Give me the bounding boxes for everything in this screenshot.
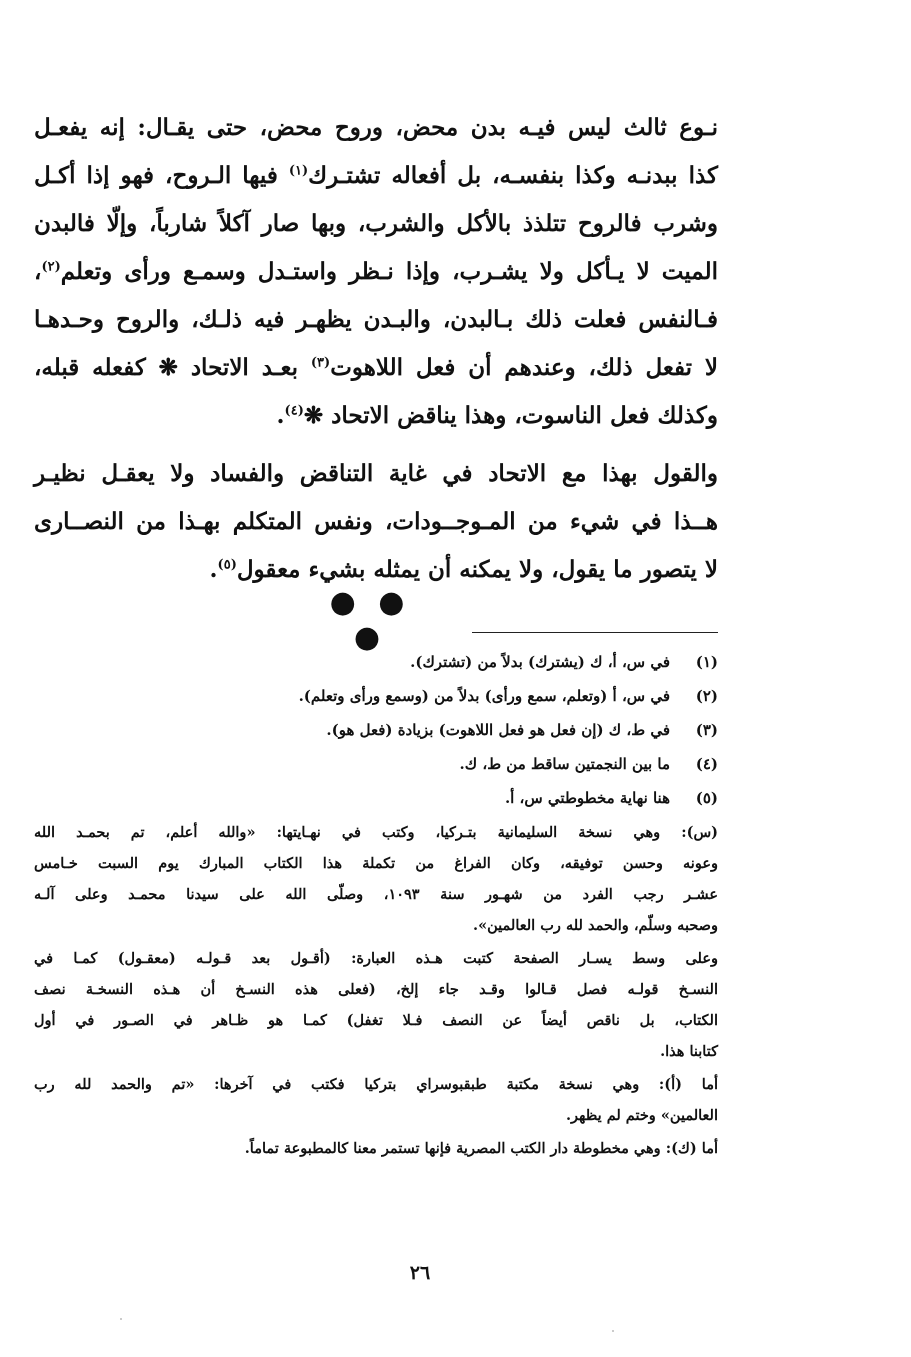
text-line: وشرب فالروح تتلذذ بالأكل والشرب، وبها صار آكلاً شارباً، وإلّا فالبدن bbox=[34, 210, 718, 237]
note-line: وعونه وحسن توفيقه، وكان الفراغ من تكملة هذا الكتاب المبارك يوم السبت خـامس bbox=[34, 855, 718, 872]
footnote-ref: (٥) bbox=[217, 557, 237, 573]
note-line: كتابنا هذا. bbox=[660, 1043, 718, 1060]
footnote-ref: (٢) bbox=[41, 259, 61, 275]
note-line: الكتاب، بل ناقص أيضاً عن النصف فـلا تغفل) كمـا هو ظـاهر في الصـور في أول bbox=[34, 1012, 718, 1029]
text-line: وكذلك فعل الناسوت، وهذا يناقض الاتحاد ❋$^{(٤)}$. bbox=[276, 402, 718, 429]
text-line: فـالنفس فعلت ذلك بـالبدن، والبـدن يظهـر فيه ذلـك، والروح وحـدهـا bbox=[34, 306, 718, 333]
footnote-item bbox=[34, 679, 718, 713]
text-line: الميت لا يـأكل ولا يشـرب، وإذا نـظر واستـدل وسمـع ورأى وتعلم$^{(٢)}$، bbox=[34, 258, 718, 285]
footnote-number: (٣) bbox=[695, 721, 718, 739]
manuscript-note-s bbox=[34, 817, 718, 941]
footnote-text: ما بين النجمتين ساقط من ط، ك. bbox=[459, 755, 670, 773]
text-line: لا يتصور ما يقول، ولا يمكنه أن يمثله بشيء معقول$^{(٥)}$. bbox=[209, 556, 718, 583]
main-paragraph-2 bbox=[34, 450, 718, 594]
main-paragraph-1 bbox=[34, 104, 718, 440]
text-line: كذا ببدنـه وكذا بنفسـه، بل أفعاله تشتـرك$^{(١)}$ فيها الـروح، فهو إذا أكـل bbox=[34, 162, 718, 189]
footnotes bbox=[34, 645, 718, 1164]
footnote-number: (٢) bbox=[695, 687, 718, 705]
note-line: العالمين» وختم لم يظهر. bbox=[565, 1107, 718, 1124]
note-line: عشـر رجب الفرد من شهـور سنة ١٠٩٣، وصلّى الله على سيدنا محمـد وعلى آلـه bbox=[34, 886, 718, 903]
scan-speck bbox=[612, 1330, 614, 1332]
manuscript-note-k bbox=[34, 1133, 718, 1164]
note-line: وصحبه وسلّم، والحمد لله رب العالمين». bbox=[473, 917, 718, 934]
manuscript-note-a bbox=[34, 1069, 718, 1131]
note-line: (س): وهي نسخة السليمانية بتـركيا، وكتب في نهـايتها: «والله أعلم، تم بحمـد الله bbox=[34, 824, 718, 841]
text-line: هــذا في شيء من المـوجــودات، ونفس المتكلم بهـذا من النصــارى bbox=[34, 508, 718, 535]
note-line: وعلى وسط يسـار الصفحة كتبت هـذه العبارة: (أقـول بعد قـولـه (معقـول) كمـا في bbox=[34, 950, 718, 967]
footnote-ref: (١) bbox=[288, 163, 309, 179]
footnote-ref: (٤) bbox=[284, 403, 304, 419]
text-line: لا تفعل ذلك، وعندهم أن فعل اللاهوت$^{(٣)}$ بعـد الاتحاد ❋ كفعله قبله، bbox=[34, 354, 719, 381]
footnote-number: (١) bbox=[695, 653, 718, 671]
note-line: أما (ك): وهي مخطوطة دار الكتب المصرية فإنها تستمر معنا كالمطبوعة تماماً. bbox=[244, 1140, 718, 1157]
note-line: أما (أ): وهي نسخة مكتبة طبقبوسراي بتركيا فكتب في آخرها: «تم والحمد لله رب bbox=[34, 1076, 718, 1093]
footnote-item bbox=[34, 747, 718, 781]
text-line: والقول بهذا مع الاتحاد في غاية التناقض والفساد ولا يعقـل نظيـر bbox=[34, 460, 718, 487]
footnote-text: في ط، ك (إن فعل هو فعل اللاهوت) بزيادة (فعل هو). bbox=[326, 721, 670, 739]
footnote-item bbox=[34, 645, 718, 679]
section-separator-dots: ● ● ● bbox=[329, 585, 411, 655]
text-line: نـوع ثالث ليس فيـه بدن محض، وروح محض، حتى يقـال: إنه يفعـل bbox=[34, 114, 718, 141]
footnote-text: في س، أ (وتعلم، سمع ورأى) بدلاً من (وسمع ورأى وتعلم). bbox=[298, 687, 670, 705]
footnote-text: هنا نهاية مخطوطتي س، أ. bbox=[504, 789, 670, 807]
footnote-text: في س، أ، ك (يشترك) بدلاً من (تشترك). bbox=[410, 653, 670, 671]
footnote-item bbox=[34, 713, 718, 747]
footnote-number: (٥) bbox=[695, 789, 718, 807]
footnote-ref: (٣) bbox=[310, 355, 331, 371]
manuscript-note-margin bbox=[34, 943, 718, 1067]
footnote-number: (٤) bbox=[695, 755, 718, 773]
footnote-separator-line bbox=[472, 632, 718, 633]
footnote-item bbox=[34, 781, 718, 815]
page-number: ٢٦ bbox=[409, 1262, 431, 1284]
note-line: النسـخ قولـه فصل قـالوا وقـد جاء إلخ، (فعلى هذه النسـخ أن هـذه النسخـة نصف bbox=[34, 981, 718, 998]
scan-speck bbox=[120, 1318, 122, 1320]
